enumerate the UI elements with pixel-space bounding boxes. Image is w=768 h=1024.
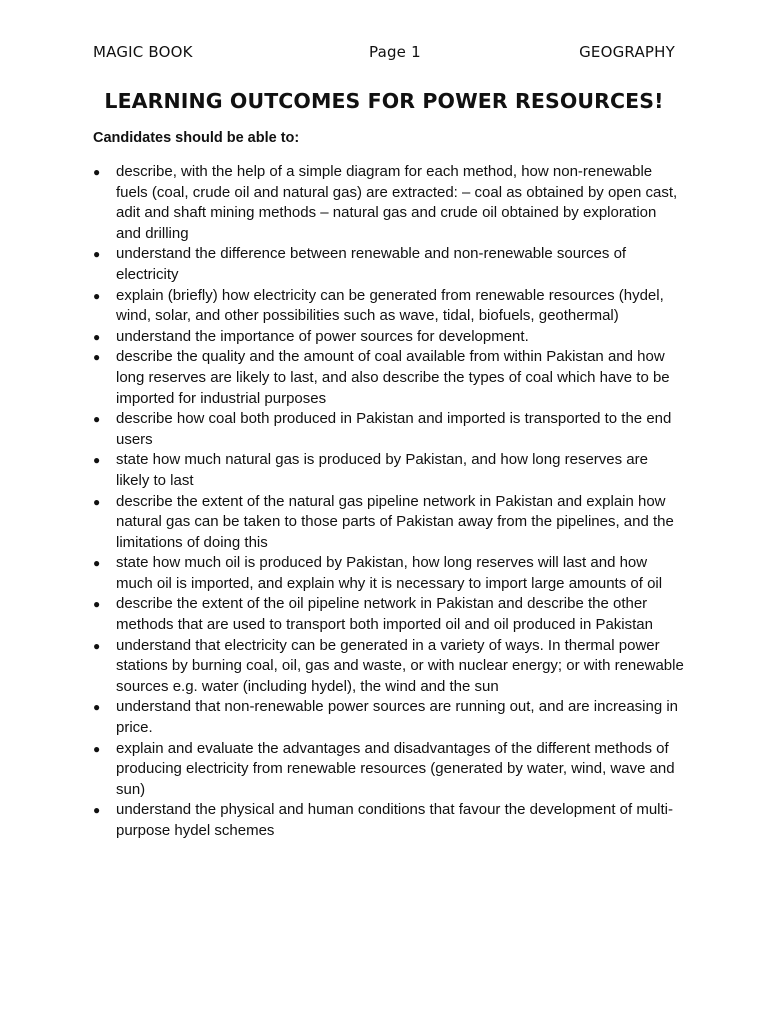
list-item <box>93 553 685 594</box>
list-item-text: explain and evaluate the advantages and disadvantages of the different methods of producing electricity from renewable resources (generated by water, wind, wave and sun) <box>116 739 675 798</box>
list-item <box>93 347 685 409</box>
bullet-icon: ● <box>93 494 101 509</box>
bullet-icon: ● <box>93 329 101 344</box>
list-item <box>93 800 685 841</box>
list-item <box>93 492 685 554</box>
list-item-text: state how much oil is produced by Pakistan, how long reserves will last and how much oil is imported, and explain why it is necessary to import large amounts of oil <box>116 554 663 592</box>
list-item <box>93 286 685 327</box>
list-item <box>93 739 685 801</box>
list-item <box>93 450 685 491</box>
bullet-icon: ● <box>93 803 101 818</box>
list-item-text: understand that non-renewable power sources are running out, and are increasing in price. <box>116 698 679 737</box>
learning-outcomes-list <box>93 162 685 842</box>
list-item-text: describe the quality and the amount of coal available from within Pakistan and how long reserves are likely to last, and also describe the types of coal which have to be imported for industrial purposes <box>116 348 670 407</box>
list-item <box>93 327 685 348</box>
list-item <box>93 636 685 698</box>
page-number: Page 1 <box>369 43 421 61</box>
bullet-icon: ● <box>93 741 101 756</box>
bullet-icon: ● <box>93 453 101 468</box>
list-item-text: state how much natural gas is produced by Pakistan, and how long reserves are likely to last <box>116 451 648 489</box>
list-item-text: understand the physical and human conditions that favour the development of multi-purpose hydel schemes <box>116 801 674 839</box>
list-item-text: understand that electricity can be generated in a variety of ways. In thermal power stations by burning coal, oil, gas and waste, or with nuclear energy; or with renewable sources e.g. water (including hydel), the wind and the sun <box>116 636 684 695</box>
page-header <box>0 43 768 67</box>
bullet-icon: ● <box>93 597 101 612</box>
bullet-icon: ● <box>93 288 101 303</box>
list-item-text: describe the extent of the natural gas pipeline network in Pakistan and explain how natural gas can be taken to those parts of Pakistan away from the pipelines, and the limitations of doing this <box>116 492 674 551</box>
bullet-icon: ● <box>93 247 101 262</box>
bullet-icon: ● <box>93 700 101 715</box>
subtitle: Candidates should be able to: <box>93 130 300 146</box>
bullet-icon: ● <box>93 165 101 179</box>
list-item-text: explain (briefly) how electricity can be generated from renewable resources (hydel, wind, solar, and other possibilities such as wave, tidal, biofuels, geothermal) <box>116 286 664 325</box>
subject-name: GEOGRAPHY <box>579 43 675 61</box>
list-item <box>93 244 685 285</box>
bullet-icon: ● <box>93 556 101 571</box>
page-title: LEARNING OUTCOMES FOR POWER RESOURCES! <box>104 89 664 113</box>
list-item-text: describe how coal both produced in Pakistan and imported is transported to the end users <box>116 410 672 448</box>
list-item-text: understand the difference between renewable and non-renewable sources of electricity <box>116 245 627 283</box>
list-item <box>93 594 685 635</box>
list-item <box>93 697 685 738</box>
bullet-icon: ● <box>93 412 101 427</box>
bullet-icon: ● <box>93 638 101 653</box>
list-item-text: describe, with the help of a simple diagram for each method, how non-renewable fuels (coal, crude oil and natural gas) are extracted: – coal as obtained by open cast, adit and shaft mining methods – natural gas and crude oil obtained by exploration and drilling <box>116 163 678 242</box>
list-item-text: understand the importance of power sources for development. <box>116 327 529 345</box>
list-item <box>93 162 685 244</box>
list-item-text: describe the extent of the oil pipeline network in Pakistan and describe the other methods that are used to transport both imported oil and oil produced in Pakistan <box>116 595 653 634</box>
bullet-icon: ● <box>93 350 101 365</box>
list-item <box>93 409 685 450</box>
book-name: MAGIC BOOK <box>93 43 193 61</box>
